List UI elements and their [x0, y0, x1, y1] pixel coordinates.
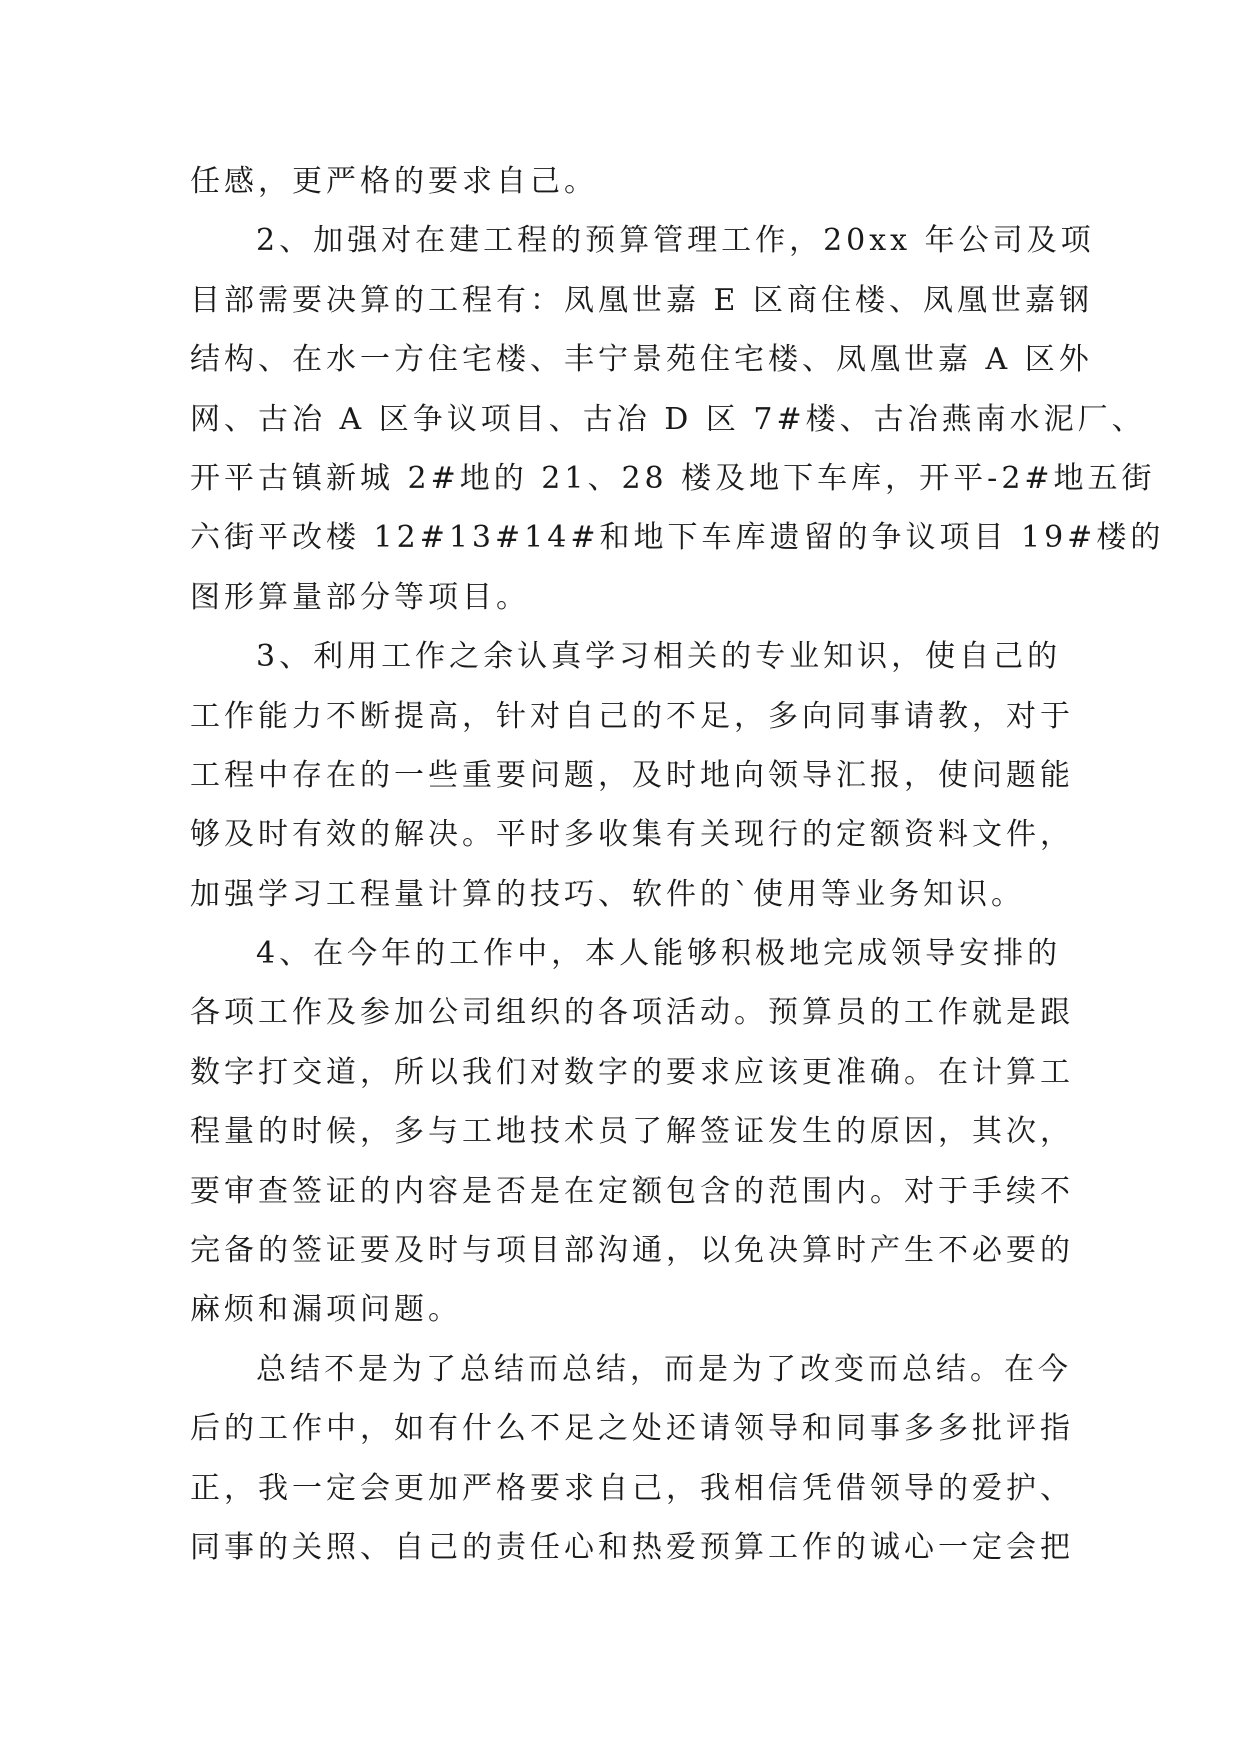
text-line-18: 要审查签证的内容是否是在定额包含的范围内。对于手续不 — [190, 1173, 1074, 1209]
text-line-21: 总结不是为了总结而总结，而是为了改变而总结。在今 — [256, 1351, 1072, 1387]
text-line-7: 六街平改楼 12#13#14#和地下车库遗留的争议项目 19#楼的 — [190, 520, 1165, 556]
text-line-22: 后的工作中，如有什么不足之处还请领导和同事多多批评指 — [190, 1411, 1074, 1447]
document-body — [190, 152, 1165, 1577]
text-line-8: 图形算量部分等项目。 — [190, 579, 530, 615]
text-line-15: 各项工作及参加公司组织的各项活动。预算员的工作就是跟 — [190, 995, 1074, 1031]
text-line-11: 工程中存在的一些重要问题，及时地向领导汇报，使问题能 — [190, 757, 1074, 793]
text-line-4: 结构、在水一方住宅楼、丰宁景苑住宅楼、凤凰世嘉 A 区外 — [190, 342, 1093, 378]
text-line-24: 同事的关照、自己的责任心和热爱预算工作的诚心一定会把 — [190, 1529, 1074, 1565]
text-line-13: 加强学习工程量计算的技巧、软件的`使用等业务知识。 — [190, 876, 1025, 912]
text-line-3: 目部需要决算的工程有：凤凰世嘉 E 区商住楼、凤凰世嘉钢 — [190, 282, 1093, 318]
text-line-1: 任感，更严格的要求自己。 — [190, 164, 598, 199]
text-line-16: 数字打交道，所以我们对数字的要求应该更准确。在计算工 — [190, 1054, 1074, 1090]
text-line-19: 完备的签证要及时与项目部沟通，以免决算时产生不必要的 — [190, 1233, 1074, 1269]
text-line-20: 麻烦和漏项问题。 — [190, 1292, 462, 1328]
text-line-5: 网、古冶 A 区争议项目、古冶 D 区 7#楼、古冶燕南水泥厂、 — [190, 401, 1146, 437]
text-line-23: 正，我一定会更加严格要求自己，我相信凭借领导的爱护、 — [190, 1470, 1074, 1506]
text-line-9: 3、利用工作之余认真学习相关的专业知识，使自己的 — [256, 639, 1062, 675]
text-line-12: 够及时有效的解决。平时多收集有关现行的定额资料文件， — [190, 817, 1074, 853]
text-line-14: 4、在今年的工作中，本人能够积极地完成领导安排的 — [256, 936, 1062, 972]
text-line-6: 开平古镇新城 2#地的 21、28 楼及地下车库，开平-2#地五街 — [190, 460, 1156, 496]
text-line-17: 程量的时候，多与工地技术员了解签证发生的原因，其次， — [190, 1114, 1074, 1150]
text-line-2: 2、加强对在建工程的预算管理工作，20xx 年公司及项 — [256, 223, 1095, 259]
text-line-10: 工作能力不断提高，针对自己的不足，多向同事请教，对于 — [190, 698, 1074, 734]
